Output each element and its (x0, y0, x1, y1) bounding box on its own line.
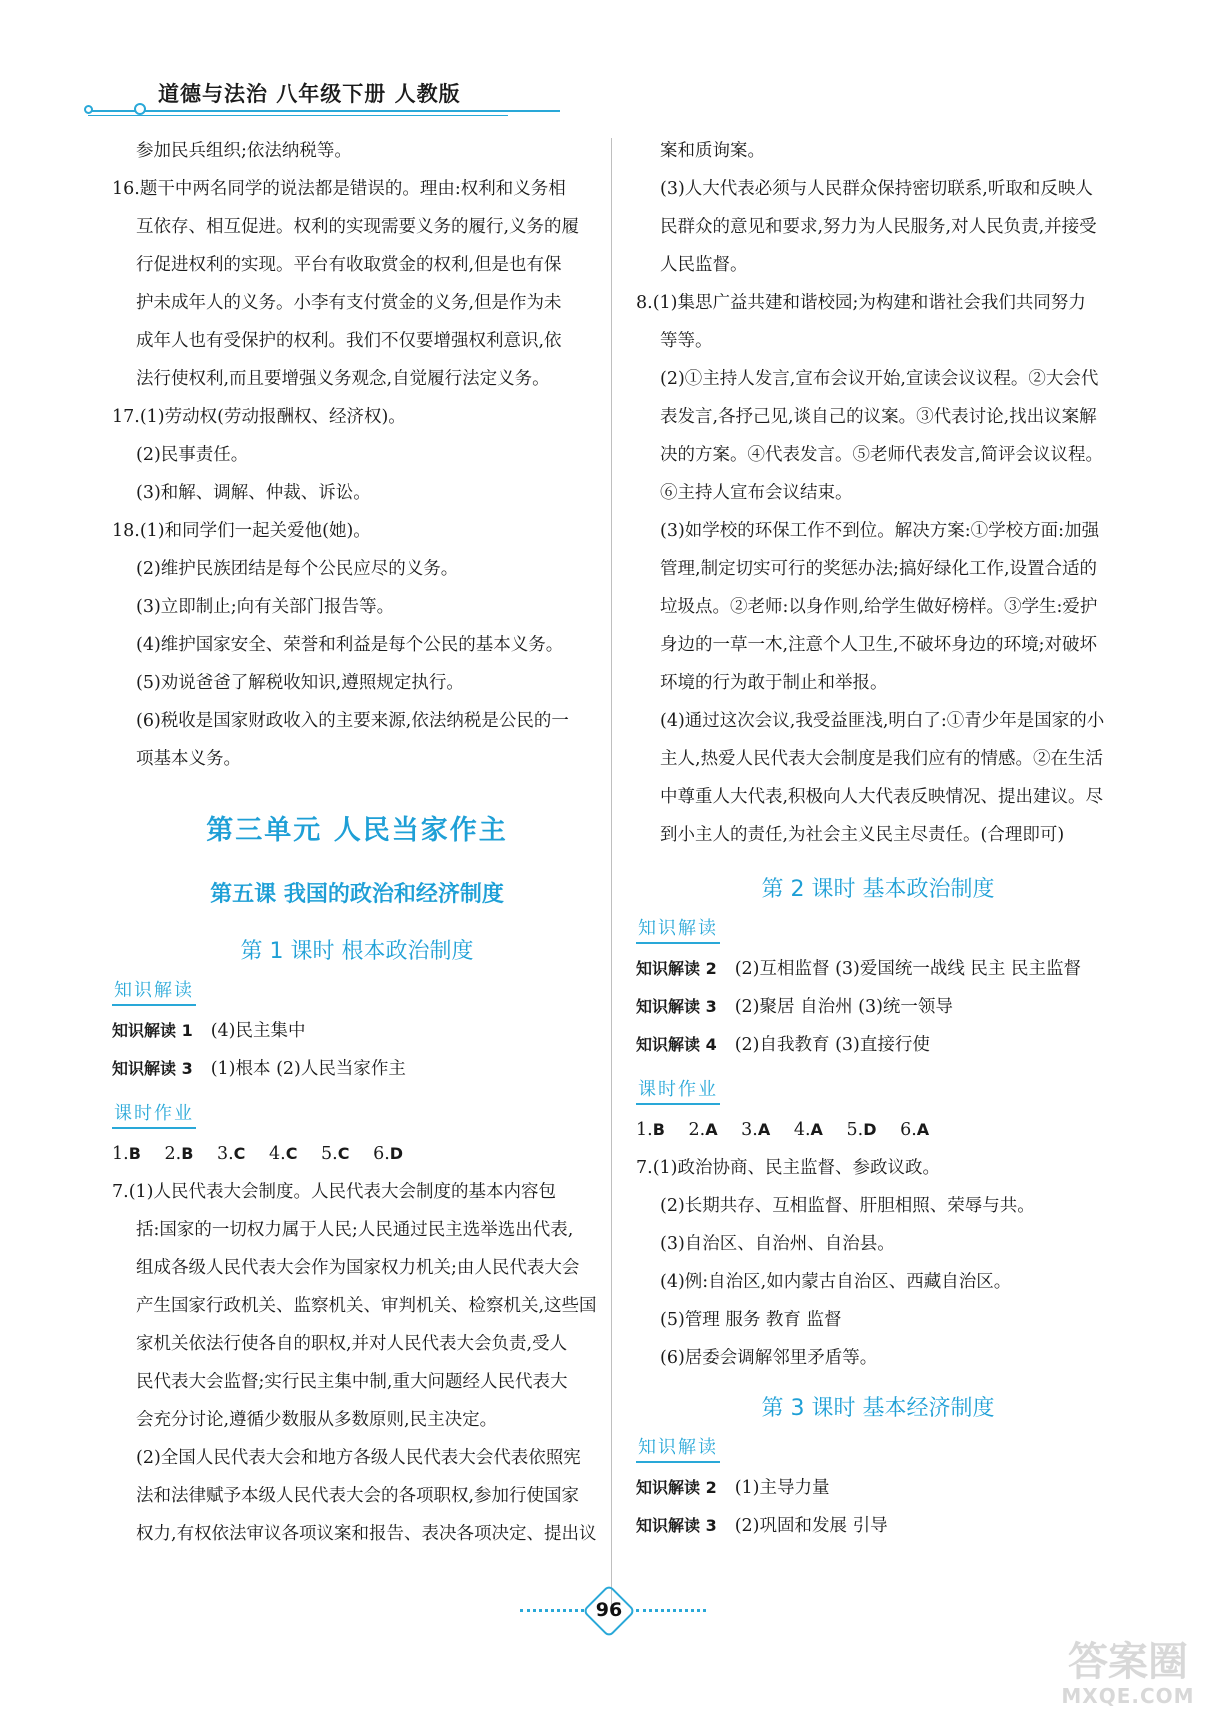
choice-letter: C (233, 1144, 246, 1163)
choice-num: 2. (164, 1144, 182, 1164)
text-line: (5)劝说爸爸了解税收知识,遵照规定执行。 (136, 673, 464, 693)
choice-letter: B (128, 1144, 141, 1163)
text-line: (6)居委会调解邻里矛盾等。 (660, 1348, 878, 1368)
section-label-homework: 课时作业 (112, 1102, 196, 1129)
choice-num: 5. (321, 1144, 338, 1164)
column-divider (611, 138, 612, 1608)
text-line: 人民监督。 (660, 255, 748, 275)
text-line: 案和质询案。 (660, 141, 765, 161)
knowledge-label: 知识解读 3 (636, 997, 717, 1016)
text-line: 家机关依法行使各自的职权,并对人民代表大会负责,受人 (136, 1334, 568, 1354)
text-line: 会充分讨论,遵循少数服从多数原则,民主决定。 (136, 1410, 498, 1430)
choice-num: 2. (688, 1120, 706, 1140)
text-line: 等等。 (660, 331, 713, 351)
header-rule (88, 110, 560, 112)
book-title: 道德与法治 八年级下册 人教版 (158, 82, 461, 106)
text-line: (2)①主持人发言,宣布会议开始,宣读会议议程。②大会代 (660, 369, 1099, 389)
knowledge-text: (2)聚居 自治州 (3)统一领导 (734, 997, 953, 1017)
header-circle-icon (134, 103, 146, 115)
knowledge-label: 知识解读 1 (112, 1021, 193, 1040)
period-title: 第 2 课时 基本政治制度 (761, 877, 995, 902)
choice-letter: A (757, 1120, 771, 1139)
choice-answers (636, 1111, 1120, 1149)
knowledge-label: 知识解读 2 (636, 1478, 717, 1497)
section-label-homework: 课时作业 (636, 1078, 720, 1105)
knowledge-label: 知识解读 4 (636, 1035, 717, 1054)
choice-answers (112, 1135, 602, 1173)
knowledge-answer (636, 988, 1120, 1026)
text-line: (2)全国人民代表大会和地方各级人民代表大会代表依照宪 (136, 1448, 581, 1468)
text-line: (6)税收是国家财政收入的主要来源,依法纳税是公民的一 (136, 711, 569, 731)
knowledge-text: (2)巩固和发展 引导 (734, 1516, 888, 1536)
text-line: 环境的行为敢于制止和举报。 (660, 673, 888, 693)
text-line: 成年人也有受保护的权利。我们不仅要增强权利意识,依 (136, 331, 562, 351)
text-line: 18.(1)和同学们一起关爱他(她)。 (112, 521, 371, 541)
text-line: 法和法律赋予本级人民代表大会的各项职权,参加行使国家 (136, 1486, 580, 1506)
knowledge-text: (2)互相监督 (3)爱国统一战线 民主 民主监督 (734, 959, 1081, 979)
text-line: 主人,热爱人民代表大会制度是我们应有的情感。②在生活 (660, 749, 1104, 769)
text-line: 民代表大会监督;实行民主集中制,重大问题经人民代表大 (136, 1372, 568, 1392)
text-line: (4)维护国家安全、荣誉和利益是每个公民的基本义务。 (136, 635, 564, 655)
knowledge-answer (636, 1026, 1120, 1064)
text-line: (3)和解、调解、仲裁、诉讼。 (136, 483, 371, 503)
watermark-text: 答案圈 (1068, 1639, 1188, 1685)
section-label-knowledge: 知识解读 (636, 1436, 720, 1463)
text-line: 权力,有权依法审议各项议案和报告、表决各项决定、提出议 (136, 1524, 597, 1544)
text-line: 组成各级人民代表大会作为国家权力机关;由人民代表大会 (136, 1258, 580, 1278)
text-line: 17.(1)劳动权(劳动报酬权、经济权)。 (112, 407, 406, 427)
text-line: 到小主人的责任,为社会主义民主尽责任。(合理即可) (660, 825, 1065, 845)
footer-dots-left (520, 1609, 584, 1612)
page-header (88, 78, 558, 128)
knowledge-label: 知识解读 3 (112, 1059, 193, 1078)
text-line: 管理,制定切实可行的奖惩办法;搞好绿化工作,设置合适的 (660, 559, 1098, 579)
text-line: ⑥主持人宣布会议结束。 (660, 483, 853, 503)
knowledge-text: (1)根本 (2)人民当家作主 (210, 1059, 406, 1079)
text-line: (3)自治区、自治州、自治县。 (660, 1234, 895, 1254)
text-line: (3)人大代表必须与人民群众保持密切联系,听取和反映人 (660, 179, 1093, 199)
knowledge-answer (636, 950, 1120, 988)
knowledge-text: (4)民主集中 (210, 1021, 306, 1041)
knowledge-answer (112, 1012, 602, 1050)
knowledge-label: 知识解读 2 (636, 959, 717, 978)
choice-letter: C (285, 1144, 298, 1163)
text-line: (2)长期共存、互相监督、肝胆相照、荣辱与共。 (660, 1196, 1035, 1216)
lesson-title: 第五课 我国的政治和经济制度 (210, 881, 504, 907)
text-line: 身边的一草一木,注意个人卫生,不破坏身边的环境;对破坏 (660, 635, 1098, 655)
text-line: 垃圾点。②老师:以身作则,给学生做好榜样。③学生:爱护 (660, 597, 1098, 617)
text-line: 表发言,各抒己见,谈自己的议案。③代表讨论,找出议案解 (660, 407, 1097, 427)
text-line: (4)例:自治区,如内蒙古自治区、西藏自治区。 (660, 1272, 1012, 1292)
choice-letter: C (337, 1144, 350, 1163)
header-circle-icon (84, 105, 93, 114)
text-line: 产生国家行政机关、监察机关、审判机关、检察机关,这些国 (136, 1296, 597, 1316)
text-line: 8.(1)集思广益共建和谐校园;为构建和谐社会我们共同努力 (636, 293, 1086, 313)
section-label-knowledge: 知识解读 (112, 979, 196, 1006)
choice-num: 4. (793, 1120, 811, 1140)
page-number: 96 (595, 1599, 623, 1621)
text-line: 项基本义务。 (136, 749, 241, 769)
text-line: 7.(1)政治协商、民主监督、参政议政。 (636, 1158, 940, 1178)
text-line: 行促进权利的实现。平台有收取赏金的权利,但是也有保 (136, 255, 562, 275)
choice-letter: A (916, 1120, 930, 1139)
knowledge-text: (2)自我教育 (3)直接行使 (734, 1035, 930, 1055)
text-line: (3)立即制止;向有关部门报告等。 (136, 597, 395, 617)
section-label-knowledge: 知识解读 (636, 917, 720, 944)
left-column (112, 132, 602, 1553)
footer-dots-right (636, 1609, 706, 1612)
right-column (636, 132, 1120, 1545)
knowledge-text: (1)主导力量 (734, 1478, 830, 1498)
text-line: 决的方案。④代表发言。⑤老师代表发言,简评会议议程。 (660, 445, 1104, 465)
choice-letter: A (810, 1120, 823, 1139)
text-line: (5)管理 服务 教育 监督 (660, 1310, 842, 1330)
text-line: (2)维护民族团结是每个公民应尽的义务。 (136, 559, 459, 579)
text-line: (2)民事责任。 (136, 445, 249, 465)
choice-num: 6. (373, 1144, 390, 1164)
period-title: 第 3 课时 基本经济制度 (761, 1396, 995, 1421)
text-line: 参加民兵组织;依法纳税等。 (136, 141, 352, 161)
choice-num: 6. (900, 1120, 917, 1140)
knowledge-label: 知识解读 3 (636, 1516, 717, 1535)
text-line: (4)通过这次会议,我受益匪浅,明白了:①青少年是国家的小 (660, 711, 1105, 731)
text-line: (3)如学校的环保工作不到位。解决方案:①学校方面:加强 (660, 521, 1100, 541)
choice-num: 1. (112, 1144, 129, 1164)
choice-letter: D (389, 1144, 404, 1163)
watermark-logo (1048, 1640, 1208, 1708)
text-line: 民群众的意见和要求,努力为人民服务,对人民负责,并接受 (660, 217, 1097, 237)
choice-num: 3. (741, 1120, 758, 1140)
choice-num: 3. (216, 1144, 234, 1164)
text-line: 中尊重人大代表,积极向人大代表反映情况、提出建议。尽 (660, 787, 1104, 807)
choice-num: 5. (846, 1120, 864, 1140)
text-line: 法行使权利,而且要增强义务观念,自觉履行法定义务。 (136, 369, 550, 389)
text-line: 互依存、相互促进。权利的实现需要义务的履行,义务的履 (136, 217, 580, 237)
text-line: 16.题干中两名同学的说法都是错误的。理由:权利和义务相 (112, 179, 566, 199)
choice-num: 4. (269, 1144, 286, 1164)
knowledge-answer (112, 1050, 602, 1088)
text-line: 护未成年人的义务。小李有支付赏金的义务,但是作为未 (136, 293, 562, 313)
knowledge-answer (636, 1507, 1120, 1545)
knowledge-answer (636, 1469, 1120, 1507)
unit-title: 第三单元 人民当家作主 (206, 815, 508, 846)
header-rule-thin (88, 115, 508, 116)
watermark-url: MXQE.COM (1061, 1684, 1195, 1708)
choice-letter: A (705, 1120, 718, 1139)
choice-num: 1. (636, 1120, 653, 1140)
text-line: 7.(1)人民代表大会制度。人民代表大会制度的基本内容包 (112, 1182, 556, 1202)
choice-letter: D (863, 1120, 877, 1139)
text-line: 括:国家的一切权力属于人民;人民通过民主选举选出代表, (136, 1220, 574, 1240)
period-title: 第 1 课时 根本政治制度 (240, 939, 474, 964)
choice-letter: B (181, 1144, 194, 1163)
choice-letter: B (652, 1120, 665, 1139)
